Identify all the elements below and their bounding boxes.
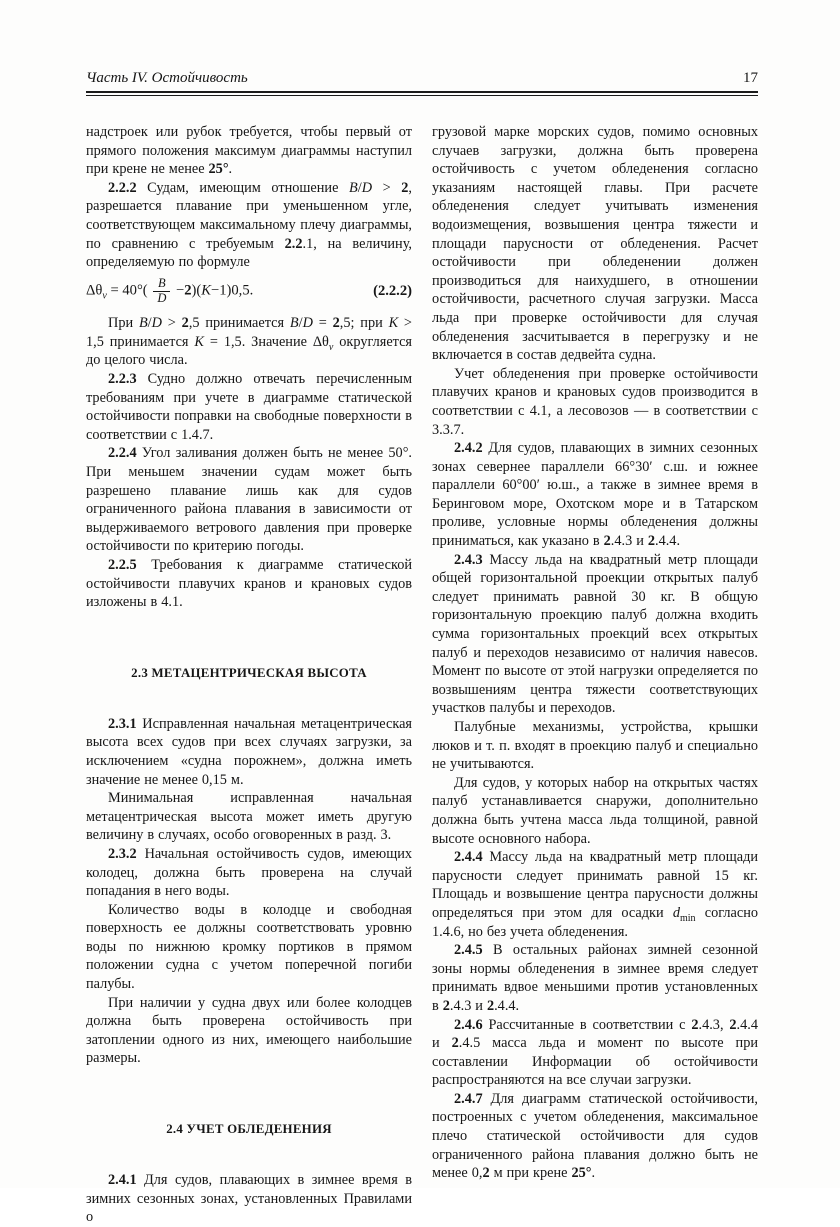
header-rule xyxy=(86,91,758,96)
formula xyxy=(86,277,412,306)
paragraph: 2.4.1 Для судов, плавающих в зимнее время в зимних сезонных зонах, установленных Правилами о xyxy=(86,1172,412,1226)
formula-expression: $\Delta\theta_v = 40^\circ$( $\frac{B}{D}$ −2)(K−1)0,5. xyxy=(86,275,254,305)
left-column xyxy=(86,123,412,1227)
paragraph: 2.3.1 Исправленная начальная метацентрическая высота всех судов при всех случаях загрузки, за исключением «судна порожнем», должна иметь значение не менее 0,15 м. xyxy=(86,715,412,788)
paragraph: При наличии у судна двух или более колодцев должна быть проверена остойчивость при затоплении одного из них, имеющего наибольшие размеры. xyxy=(86,994,412,1067)
paragraph: 2.2.5 Требования к диаграмме статической остойчивости плавучих кранов и крановых судов изложены в 4.1. xyxy=(86,556,412,611)
chapter-title: Часть IV. Остойчивость xyxy=(86,70,248,86)
paragraph: 2.4.7 Для диаграмм статической остойчивости, построенных с учетом обледенения, максимальное плечо статической остойчивости для судов ограниченного района плавания должно быть не менее 0,2 м при крене 25°. xyxy=(432,1090,758,1182)
paragraph: 2.4.6 Рассчитанные в соответствии с 2.4.3, 2.4.4 и 2.4.5 масса льда и момент по высоте при составлении Информации об остойчивости распространяются на все случаи загрузки. xyxy=(432,1016,758,1089)
paragraph: грузовой марке морских судов, помимо основных случаев загрузки, должна быть проверена остойчивость с учетом обледенения согласно указаниям настоящей главы. При расчете обледенения следует учитывать изменения водоизмещения, возвышения центра тяжести и площади парусности от обледенения. Расчет остойчивости при обледенении должен производиться для наихудшего, в отношении остойчивости, расчетного случая загрузки. Масса льда при проверке остойчивости для случая обледенения засчитывается в перегрузку и не включается в состав дедвейта судна. xyxy=(432,124,758,364)
paragraph: 2.2.3 Судно должно отвечать перечисленным требованиям при учете в диаграмме статической остойчивости поправки на свободные поверхности в соответствии с 1.4.7. xyxy=(86,371,412,443)
paragraph: Минимальная исправленная начальная метацентрическая высота может иметь другую величину в случаях, особо оговоренных в разд. 3. xyxy=(86,790,412,844)
running-header xyxy=(86,70,758,87)
section-heading: 2.3 МЕТАЦЕНТРИЧЕСКАЯ ВЫСОТА xyxy=(131,665,367,680)
text-columns xyxy=(86,123,758,1227)
paragraph: 2.3.2 Начальная остойчивость судов, имеющих колодец, должна быть проверена на случай попадания в него воды. xyxy=(86,845,412,900)
paragraph: Для судов, у которых набор на открытых частях палуб устанавливается снаружи, дополнительно должна быть учтена масса льда толщиной, равной высоте основного набора. xyxy=(432,774,758,847)
paragraph: 2.2.4 Угол заливания должен быть не менее 50°. При меньшем значении судам может быть разрешено плавание лишь как для судов ограниченного района плавания в зависимости от выдерживаемого ветрового давления при проверке остойчивости по критерию погоды. xyxy=(86,445,412,555)
right-column xyxy=(432,123,758,1227)
paragraph: 2.4.2 Для судов, плавающих в зимних сезонных зонах севернее параллели 66°30′ с.ш. и южнее параллели 60°00′ ю.ш., а также в зимнее время в Беринговом море, Охотском море и в Татарском проливе, условные нормы обледенения должны приниматься, как указано в 2.4.3 и 2.4.4. xyxy=(432,440,758,550)
paragraph: 2.2.2 Судам, имеющим отношение B/D > 2, разрешается плавание при уменьшенном угле, соответствующем максимальному плечу диаграммы, по сравнению с требуемым 2.2.1, на величину, определяемую по формуле xyxy=(86,179,413,271)
paragraph: 2.4.3 Массу льда на квадратный метр площади общей горизонтальной проекции открытых палуб следует принимать равной 30 кг. В общую горизонтальную проекцию палуб должна входить сумма горизонтальных проекций всех открытых палуб и переходов независимо от наличия навесов. Момент по высоте от этой нагрузки определяется по возвышениям центра тяжести соответствующих участков палубы и переходов. xyxy=(432,551,758,717)
paragraph: Учет обледенения при проверке остойчивости плавучих кранов и крановых судов производится в соответствии с 4.1, а лесовозов — в соответствии с 3.3.7. xyxy=(432,365,758,438)
section-heading: 2.4 УЧЕТ ОБЛЕДЕНЕНИЯ xyxy=(166,1122,332,1137)
formula-number: (2.2.2) xyxy=(373,282,412,299)
paragraph: надстроек или рубок требуется, чтобы первый от прямого положения максимум диаграммы наступил при крене не менее 25°. xyxy=(86,124,412,178)
paragraph: При B/D > 2,5 принимается B/D = 2,5; при K > 1,5 принимается K = 1,5. Значение $\Delta\theta_v$ округляется до целого числа. xyxy=(86,315,413,369)
paragraph: Палубные механизмы, устройства, крышки люков и т. п. входят в проекцию палуб и специально не учитываются. xyxy=(432,719,758,773)
page-number: 17 xyxy=(743,70,758,86)
paragraph: Количество воды в колодце и свободная поверхность ее должны соответствовать уровню воды по нижнюю кромку портиков в прямом положении судна с учетом поперечной погиби палубы. xyxy=(86,901,412,993)
paragraph: 2.4.5 В остальных районах зимней сезонной зоны нормы обледенения в зимнее время следует принимать вдвое меньшими против установленных в 2.4.3 и 2.4.4. xyxy=(432,942,758,1014)
paragraph: 2.4.4 Массу льда на квадратный метр площади парусности следует принимать равной 15 кг. Площадь и возвышение центра парусности должны определяться при этом для осадки $d_{min}$ согласно 1.4.6, но без учета обледенения. xyxy=(432,849,759,940)
